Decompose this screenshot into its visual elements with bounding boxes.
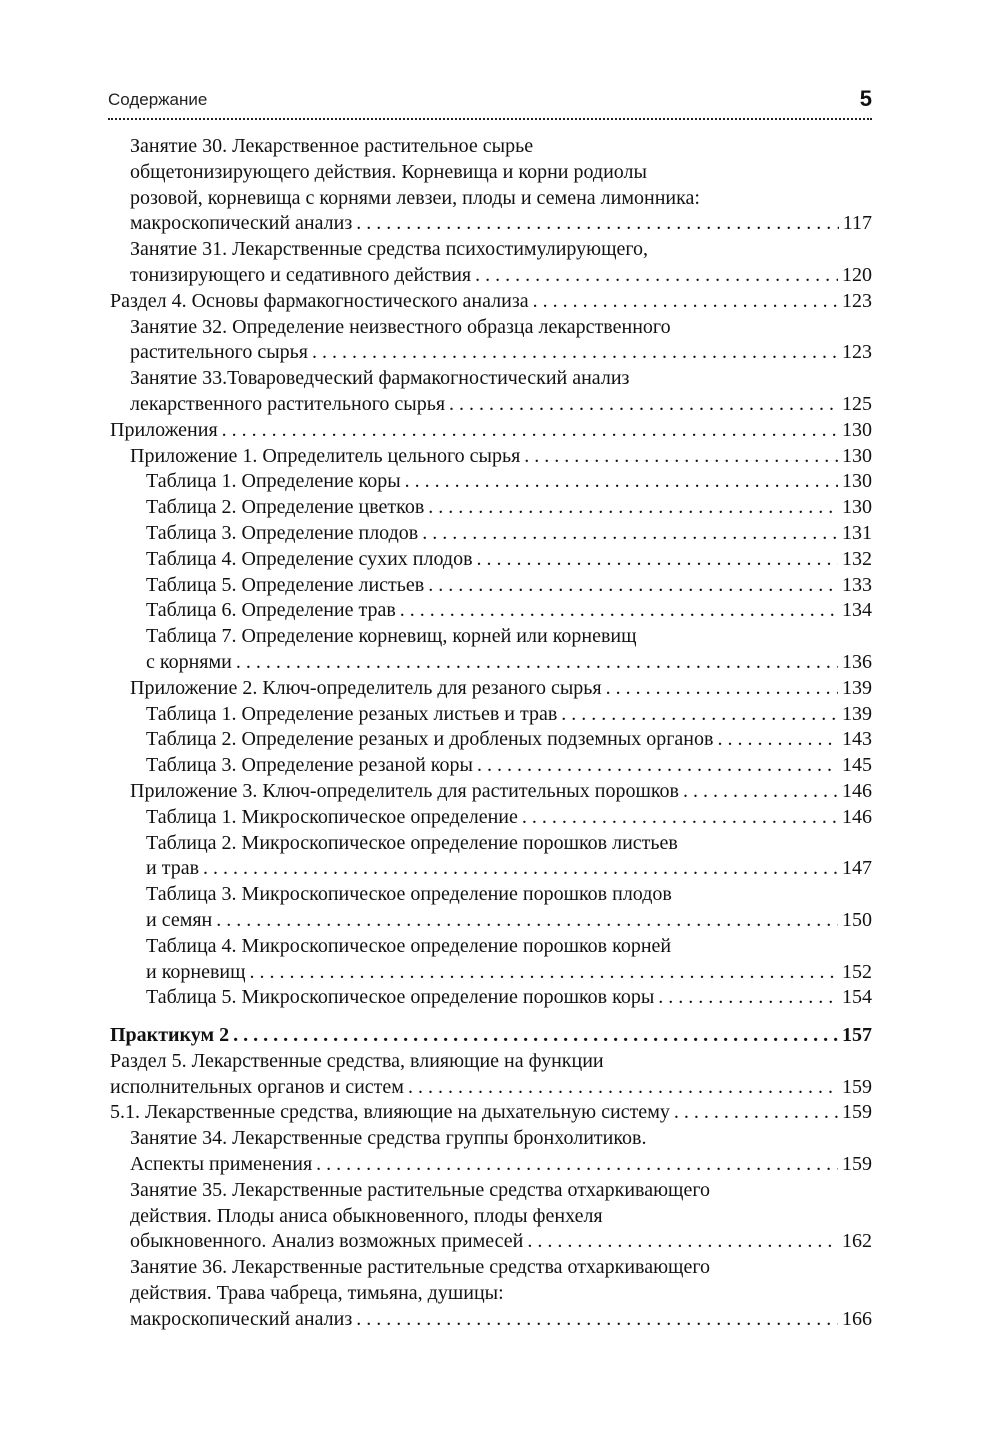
toc-entry-page: 130: [842, 418, 872, 441]
toc-entry-page: 159: [842, 1075, 872, 1098]
toc-entry[interactable]: [110, 1126, 872, 1178]
toc-entry-page: 130: [842, 470, 872, 493]
toc-entry[interactable]: [110, 934, 872, 986]
toc-entry-last-line: [130, 1229, 872, 1255]
dot-leader: [356, 1307, 838, 1333]
toc-entry-title: тонизирующего и седативного действия: [130, 263, 472, 286]
toc-entry-last-line: [130, 211, 872, 237]
toc-entry-last-line: [110, 1023, 872, 1049]
toc-entry-line: действия. Трава чабреца, тимьяна, душицы:: [130, 1282, 504, 1305]
toc-entry-page: 132: [842, 547, 872, 570]
toc-entry-line: Занятие 33.Товароведческий фармакогностический анализ: [130, 367, 630, 390]
toc-entry-page: 143: [842, 728, 872, 751]
toc-entry-line: Занятие 32. Определение неизвестного образца лекарственного: [130, 315, 671, 338]
toc-entry-page: 139: [842, 702, 872, 725]
section-gap: [110, 1011, 872, 1023]
toc-entry[interactable]: [110, 831, 872, 883]
toc-entry-page: 147: [842, 857, 872, 880]
toc-entry-title: исполнительных органов и систем: [110, 1075, 404, 1098]
toc-entry-title: Приложения: [110, 418, 218, 441]
toc-entry-line: общетонизирующего действия. Корневища и корни родиолы: [130, 160, 647, 183]
dot-leader: [405, 469, 838, 495]
toc-entry-last-line: [146, 598, 872, 624]
toc-entry-page: 117: [842, 212, 872, 235]
toc-entry[interactable]: [110, 495, 872, 521]
toc-entry-title: и трав: [146, 857, 200, 880]
toc-entry-page: 159: [842, 1101, 872, 1124]
toc-entry-page: 120: [842, 263, 872, 286]
toc-entry-page: 146: [842, 779, 872, 802]
toc-entry-last-line: [146, 727, 872, 753]
toc-entry[interactable]: [110, 624, 872, 676]
dot-leader: [408, 1075, 838, 1101]
toc-entry-last-line: [146, 547, 872, 573]
toc-entry-last-line: [146, 960, 872, 986]
toc-entry-title: Раздел 4. Основы фармакогностического анализа: [110, 289, 529, 312]
toc-entry-last-line: [130, 263, 872, 289]
dot-leader: [250, 960, 838, 986]
dot-leader: [400, 598, 838, 624]
toc-entry-title: и корневищ: [146, 960, 246, 983]
toc-entry-line: Занятие 30. Лекарственное растительное сырье: [130, 135, 534, 157]
running-title: Содержание: [108, 90, 208, 109]
toc-entry-page: 131: [842, 521, 872, 544]
toc-entry-last-line: [130, 340, 872, 366]
toc-entry-line: Занятие 31. Лекарственные средства психостимулирующего,: [130, 238, 649, 261]
toc-entry[interactable]: [110, 1255, 872, 1332]
dot-leader: [683, 779, 838, 805]
toc-entry-title: с корнями: [146, 650, 232, 673]
toc-entry-last-line: [110, 418, 872, 444]
toc-entry-page: 166: [842, 1307, 872, 1330]
dot-leader: [561, 702, 838, 728]
dot-leader: [475, 263, 838, 289]
toc-entry-page: 130: [842, 496, 872, 519]
toc-entry-line: Таблица 3. Микроскопическое определение порошков плодов: [146, 883, 672, 906]
toc-entry-title: Таблица 2. Определение цветков: [146, 496, 425, 519]
dot-leader: [477, 753, 838, 779]
toc-entry-title: 5.1. Лекарственные средства, влияющие на дыхательную систему: [110, 1101, 670, 1124]
toc-entry-line: Таблица 4. Микроскопическое определение порошков корней: [146, 934, 672, 957]
toc-entry[interactable]: [110, 1049, 872, 1101]
toc-entry-line: Таблица 2. Микроскопическое определение порошков листьев: [146, 831, 678, 854]
toc-entry-last-line: [146, 521, 872, 547]
toc-entry[interactable]: [110, 573, 872, 599]
toc-entry-last-line: [146, 856, 872, 882]
toc-entry-page: 150: [842, 908, 872, 931]
toc-entry-page: 159: [842, 1153, 872, 1176]
toc-entry-line: Занятие 36. Лекарственные растительные средства отхаркивающего: [130, 1256, 711, 1279]
toc-entry-last-line: [130, 1152, 872, 1178]
toc-entry-page: 145: [842, 754, 872, 777]
dot-leader: [233, 1023, 838, 1049]
dot-leader: [422, 521, 838, 547]
toc-entry-title: растительного сырья: [130, 341, 308, 364]
toc-entry-page: 125: [842, 392, 872, 415]
toc-entry-title: Таблица 6. Определение трав: [146, 599, 396, 622]
dot-leader: [658, 985, 838, 1011]
toc-entry-last-line: [146, 469, 872, 495]
toc-entry-line: Раздел 5. Лекарственные средства, влияющие на функции: [110, 1049, 604, 1072]
toc-entry-title: Таблица 5. Микроскопическое определение порошков коры: [146, 986, 655, 1009]
toc-entry[interactable]: [110, 469, 872, 495]
toc-entry[interactable]: [110, 444, 872, 470]
page-header: [108, 86, 872, 120]
dot-leader: [674, 1100, 838, 1126]
toc-entry-page: 139: [842, 676, 872, 699]
toc-entry-line: розовой, корневища с корнями левзеи, плоды и семена лимонника:: [130, 186, 700, 209]
toc-entry-title: Аспекты применения: [130, 1153, 313, 1176]
toc-entry-page: 136: [842, 650, 872, 673]
dot-leader: [449, 392, 838, 418]
toc-entry-page: 146: [842, 805, 872, 828]
toc-entry-title: обыкновенного. Анализ возможных примесей: [130, 1230, 524, 1253]
toc-entry-title: Приложение 2. Ключ-определитель для резаного сырья: [130, 676, 602, 699]
toc-entry-title: Таблица 1. Микроскопическое определение: [146, 805, 518, 828]
toc-entry-last-line: [130, 676, 872, 702]
toc-entry[interactable]: [110, 985, 872, 1011]
dot-leader: [203, 856, 838, 882]
dot-leader: [522, 805, 838, 831]
dot-leader: [216, 908, 838, 934]
toc-entry-line: действия. Плоды аниса обыкновенного, плоды фенхеля: [130, 1204, 603, 1227]
toc-entry-last-line: [146, 702, 872, 728]
toc-entry-page: 154: [842, 986, 872, 1009]
toc-entry-last-line: [146, 650, 872, 676]
dot-leader: [477, 547, 838, 573]
toc-entry-title: Таблица 1. Определение коры: [146, 470, 401, 493]
toc-entry-page: 130: [842, 444, 872, 467]
toc-entry-title: лекарственного растительного сырья: [130, 392, 446, 415]
dot-leader: [524, 444, 838, 470]
toc-entry-last-line: [146, 805, 872, 831]
toc-entry-last-line: [110, 1100, 872, 1126]
toc-entry-title: Практикум 2: [110, 1024, 230, 1047]
toc-entry[interactable]: [110, 315, 872, 367]
toc-entry-title: макроскопический анализ: [130, 212, 353, 235]
toc-entry[interactable]: [110, 882, 872, 934]
toc-entry-title: Таблица 1. Определение резаных листьев и трав: [146, 702, 558, 725]
toc-entry[interactable]: [110, 779, 872, 805]
toc-entry-line: Занятие 35. Лекарственные растительные средства отхаркивающего: [130, 1178, 711, 1201]
table-of-contents: [110, 134, 872, 1333]
toc-entry-title: и семян: [146, 908, 213, 931]
toc-entry-title: Таблица 3. Определение плодов: [146, 521, 419, 544]
toc-entry-title: Таблица 5. Определение листьев: [146, 573, 425, 596]
dot-leader: [236, 650, 838, 676]
toc-entry-title: Приложение 1. Определитель цельного сырья: [130, 444, 521, 467]
toc-entry-title: макроскопический анализ: [130, 1307, 353, 1330]
toc-entry[interactable]: [110, 753, 872, 779]
dot-leader: [316, 1152, 838, 1178]
toc-entry-last-line: [130, 392, 872, 418]
toc-entry[interactable]: [110, 366, 872, 418]
toc-entry-title: Приложение 3. Ключ-определитель для растительных порошков: [130, 779, 679, 802]
toc-entry[interactable]: [110, 418, 872, 444]
toc-entry-last-line: [146, 753, 872, 779]
toc-entry[interactable]: [110, 237, 872, 289]
toc-entry-page: 134: [842, 599, 872, 622]
toc-entry-title: Таблица 2. Определение резаных и дробленых подземных органов: [146, 728, 714, 751]
toc-entry-page: 152: [842, 960, 872, 983]
dot-leader: [717, 727, 838, 753]
toc-entry[interactable]: [110, 1023, 872, 1049]
toc-entry-title: Таблица 4. Определение сухих плодов: [146, 547, 473, 570]
dot-leader: [312, 340, 838, 366]
toc-entry-page: 157: [842, 1024, 872, 1047]
toc-entry[interactable]: [110, 289, 872, 315]
dot-leader: [428, 573, 838, 599]
dot-leader: [428, 495, 838, 521]
toc-entry-line: Таблица 7. Определение корневищ, корней или корневищ: [146, 625, 637, 648]
toc-entry-page: 123: [842, 341, 872, 364]
toc-entry[interactable]: [110, 676, 872, 702]
toc-entry-page: 162: [842, 1230, 872, 1253]
toc-entry-last-line: [110, 289, 872, 315]
toc-entry[interactable]: [110, 702, 872, 728]
dot-leader: [222, 418, 838, 444]
toc-entry-last-line: [146, 573, 872, 599]
toc-entry[interactable]: [110, 598, 872, 624]
toc-entry-last-line: [146, 908, 872, 934]
toc-entry[interactable]: [110, 134, 872, 237]
toc-entry-title: Таблица 3. Определение резаной коры: [146, 754, 473, 777]
toc-entry[interactable]: [110, 1100, 872, 1126]
toc-entry[interactable]: [110, 547, 872, 573]
page-number: 5: [859, 86, 872, 111]
toc-entry-last-line: [146, 985, 872, 1011]
dot-leader: [356, 211, 838, 237]
toc-entry-last-line: [130, 779, 872, 805]
dot-leader: [533, 289, 838, 315]
toc-entry-last-line: [146, 495, 872, 521]
toc-entry-last-line: [130, 444, 872, 470]
toc-entry-page: 133: [842, 573, 872, 596]
toc-entry[interactable]: [110, 521, 872, 547]
dot-leader: [606, 676, 838, 702]
toc-entry-last-line: [130, 1307, 872, 1333]
toc-entry[interactable]: [110, 1178, 872, 1255]
toc-entry[interactable]: [110, 727, 872, 753]
toc-entry-last-line: [110, 1075, 872, 1101]
toc-entry-line: Занятие 34. Лекарственные средства группы бронхолитиков.: [130, 1127, 647, 1150]
toc-entry[interactable]: [110, 805, 872, 831]
toc-entry-page: 123: [842, 289, 872, 312]
dot-leader: [527, 1229, 838, 1255]
